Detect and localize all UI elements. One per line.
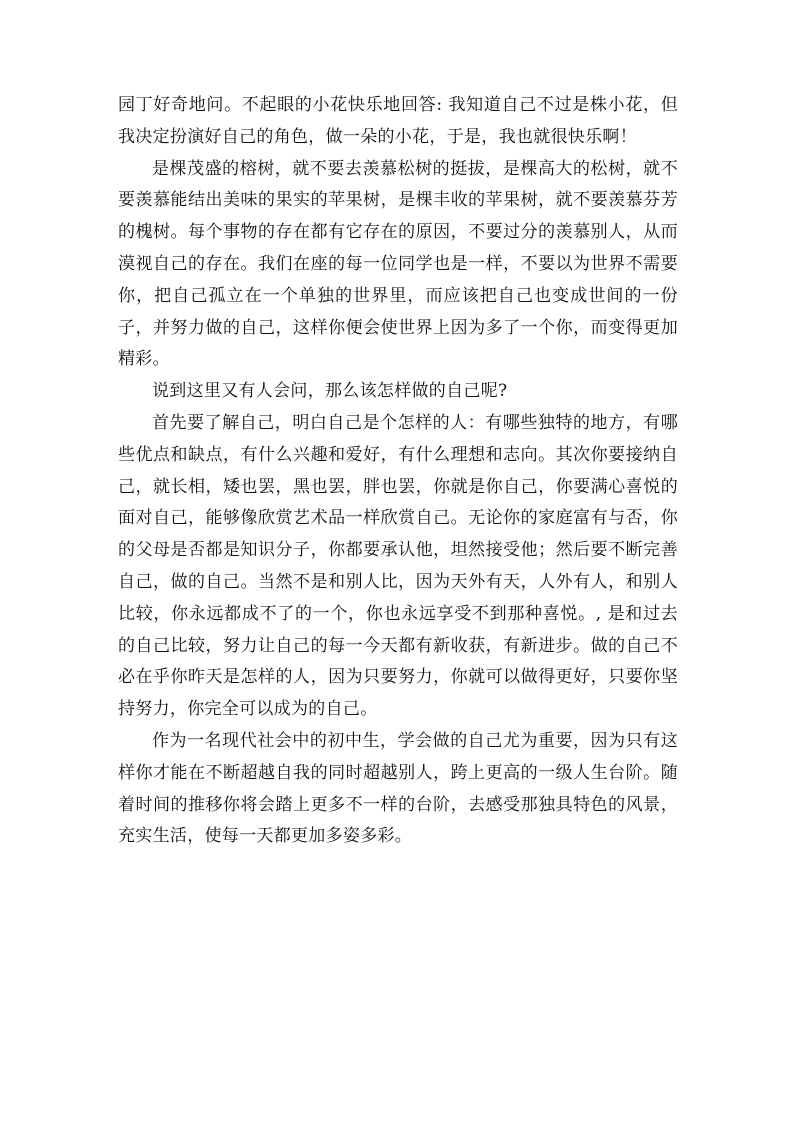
document-page: [118, 90, 678, 853]
paragraph-1: 园丁好奇地问。不起眼的小花快乐地回答: 我知道自己不过是株小花，但我决定扮演好自己的角色，做一朵的小花，于是，我也就很快乐啊！: [118, 95, 678, 147]
paragraph-2: 是棵茂盛的榕树，就不要去羡慕松树的挺拔，是棵高大的松树，就不要羡慕能结出美味的果实的苹果树，是棵丰收的苹果树，就不要羡慕芬芳的槐树。每个事物的存在都有它存在的原因，不要过分的羡慕别人，从而漠视自己的存在。我们在座的每一位同学也是一样，不要以为世界不需要你，把自己孤立在一个单独的世界里，而应该把自己也变成世间的一份子，并努力做的自己，这样你便会使世界上因为多了一个你，而变得更加精彩。: [118, 158, 678, 370]
paragraph-5: 作为一名现代社会中的初中生，学会做的自己尤为重要，因为只有这样你才能在不断超越自我的同时超越别人，跨上更高的一级人生台阶。随着时间的推移你将会踏上更多不一样的台阶，去感受那独具特色的风景，充实生活，使每一天都更加多姿多彩。: [118, 730, 678, 847]
paragraph-4: 首先要了解自己，明白自己是个怎样的人：有哪些独特的地方，有哪些优点和缺点，有什么兴趣和爱好，有什么理想和志向。其次你要接纳自己，就长相，矮也罢，黑也罢，胖也罢，你就是你自己，你要满心喜悦的面对自己，能够像欣赏艺术品一样欣赏自己。无论你的家庭富有与否，你的父母是否都是知识分子，你都要承认他，坦然接受他；然后要不断完善自己，做的自己。当然不是和别人比，因为天外有天，人外有人，和别人比较，你永远都成不了的一个，你也永远享受不到那种喜悦。, 是和过去的自己比较，努力让自己的每一今天都有新收获，有新进步。做的自己不必在乎你昨天是怎样的人，因为只要努力，你就可以做得更好，只要你坚持努力，你完全可以成为的自己。: [118, 412, 678, 720]
paragraph-3: 说到这里又有人会问，那么该怎样做的自己呢?: [152, 381, 508, 402]
